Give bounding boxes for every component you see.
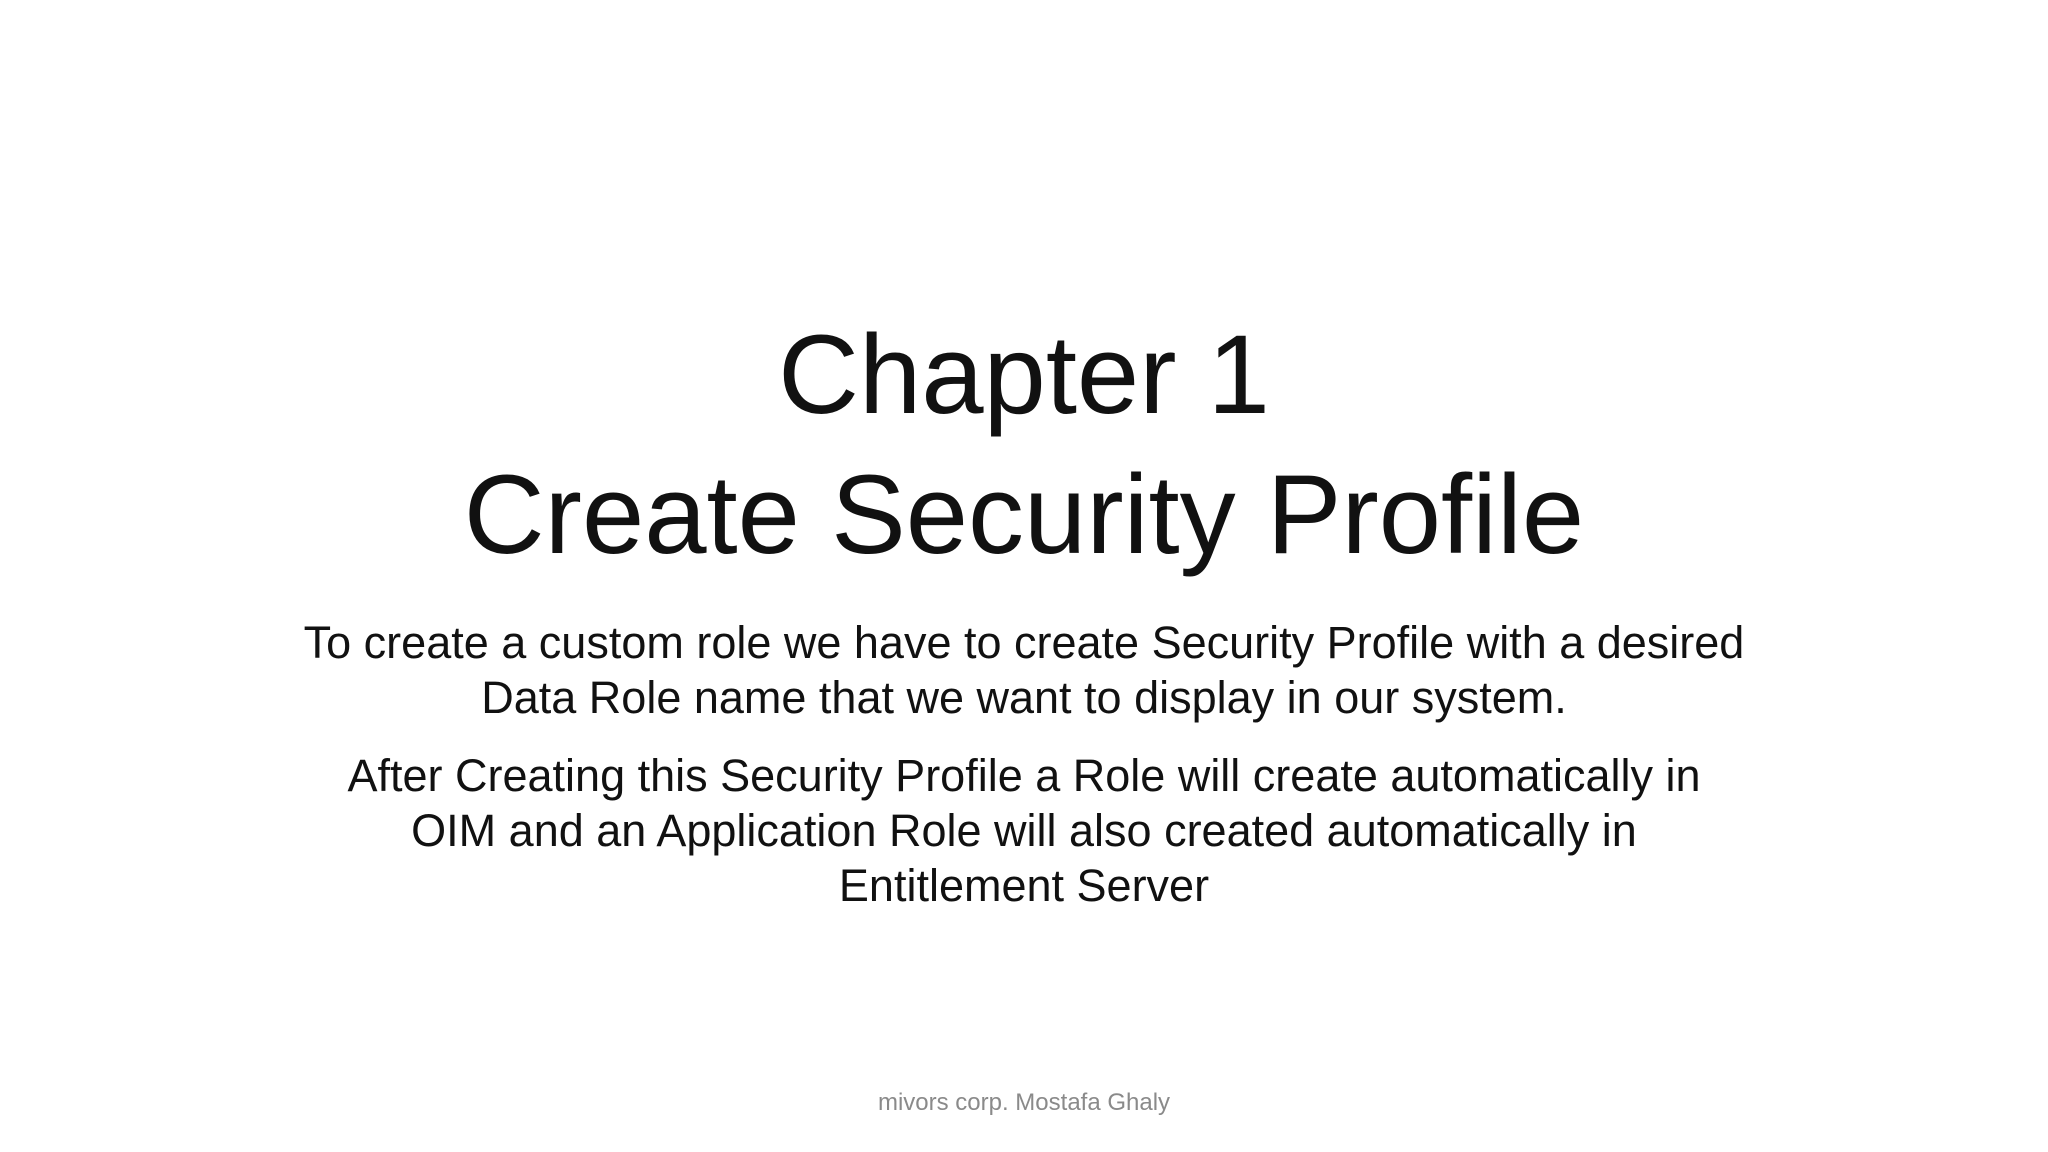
body-line: OIM and an Application Role will also created automatically in xyxy=(411,805,1637,856)
body-line: To create a custom role we have to create Security Profile with a desired xyxy=(303,617,1745,668)
slide-title xyxy=(0,305,2048,585)
title-line-chapter: Chapter 1 xyxy=(778,312,1270,437)
body-line: After Creating this Security Profile a Role will create automatically in xyxy=(347,750,1701,801)
body-paragraph-2 xyxy=(224,748,1824,913)
body-line: Entitlement Server xyxy=(838,860,1210,911)
title-line-heading: Create Security Profile xyxy=(463,452,1585,577)
body-line: Data Role name that we want to display in our system. xyxy=(481,672,1567,723)
slide-footer: mivors corp. Mostafa Ghaly xyxy=(877,1089,1171,1116)
body-paragraph-1 xyxy=(224,615,1824,725)
